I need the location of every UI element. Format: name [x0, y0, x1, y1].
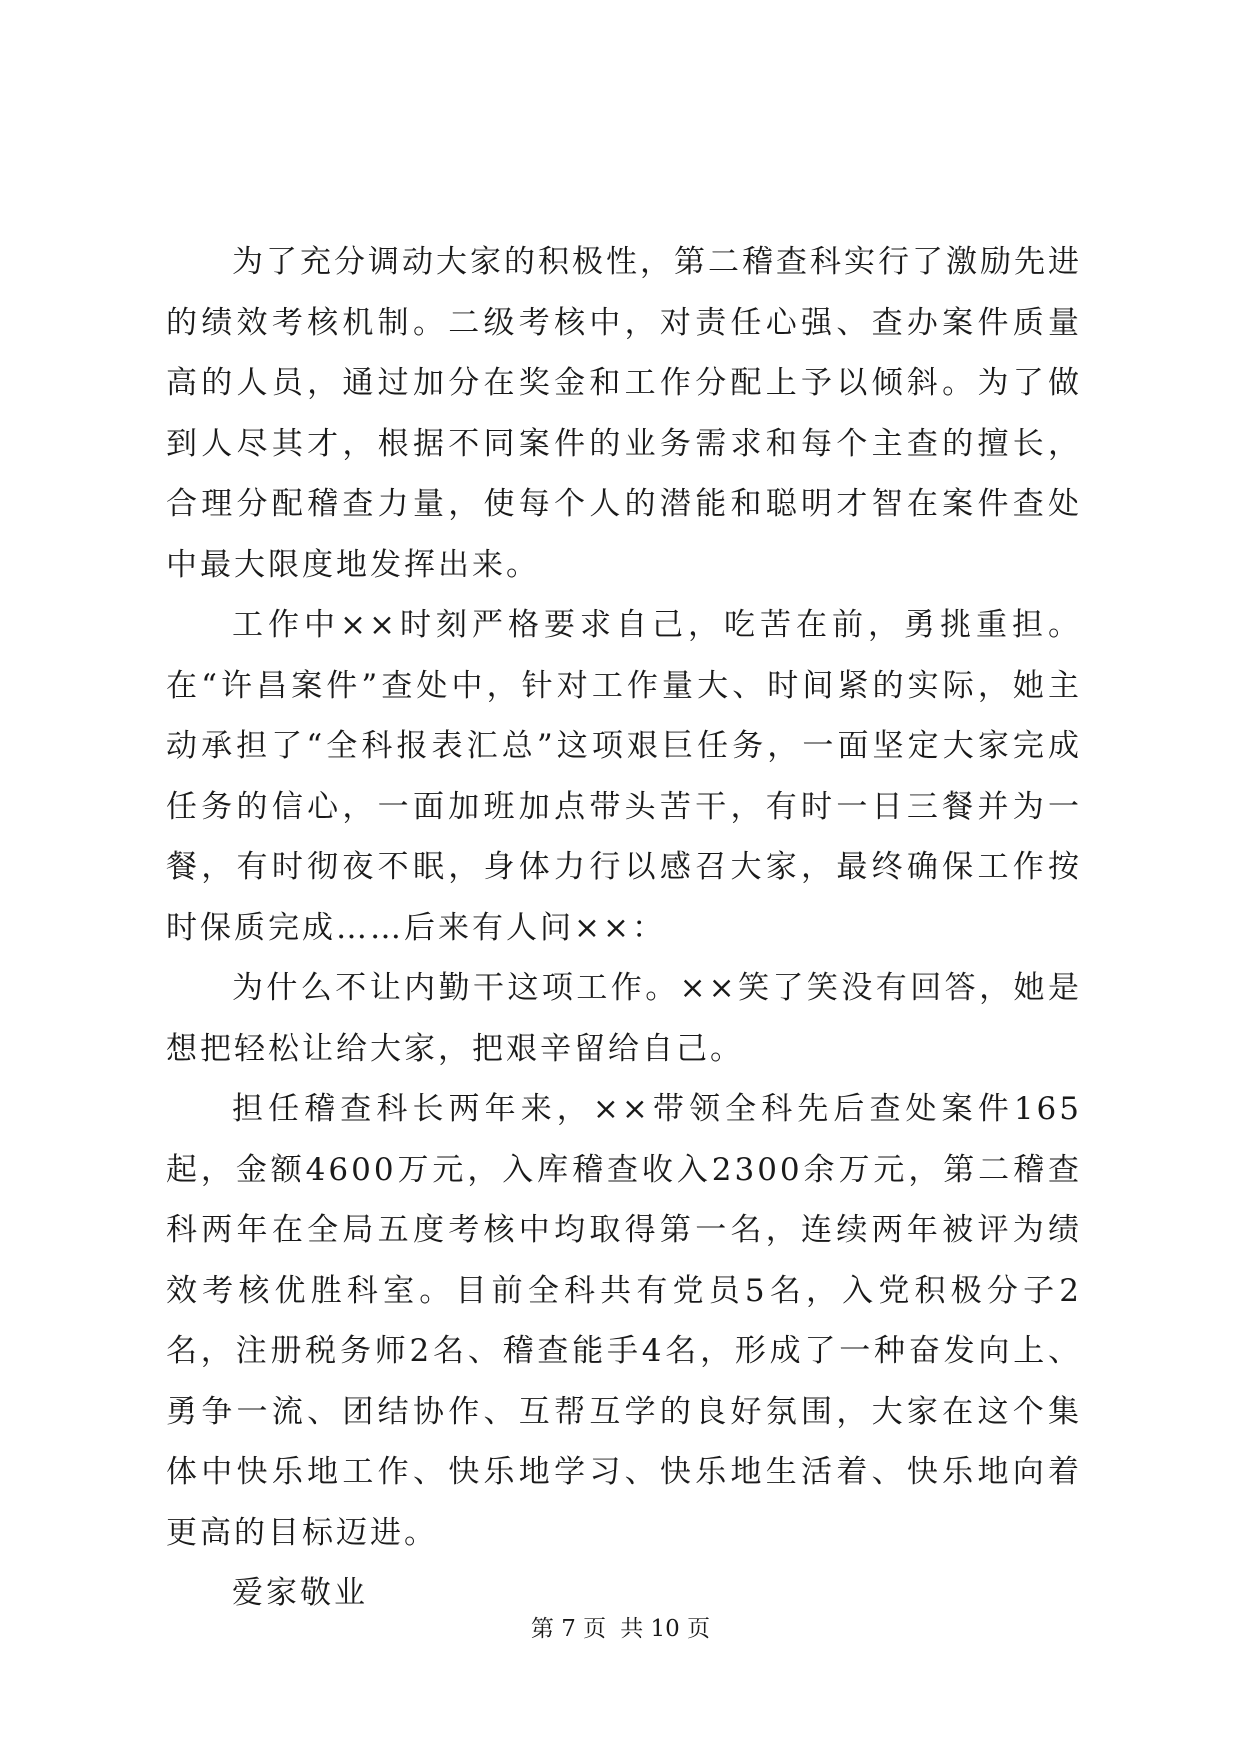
page-total: 共 10 页	[620, 1616, 711, 1642]
document-body	[166, 232, 1082, 1624]
page-footer	[0, 1610, 1241, 1643]
section-heading-family-dedication: 爱家敬业	[232, 1575, 368, 1611]
paragraph-incentive-mechanism: 为了充分调动大家的积极性，第二稽查科实行了激励先进的绩效考核机制。二级考核中，对责任心强、查办案件质量高的人员，通过加分在奖金和工作分配上予以倾斜。为了做到人尽其才，根据不同案件的业务需求和每个主查的擅长，合理分配稽查力量，使每个人的潜能和聪明才智在案件查处中最大限度地发挥出来。	[166, 244, 1082, 583]
paragraph-achievements: 担任稽查科长两年来，××带领全科先后查处案件165起，金额4600万元，入库稽查收入2300余万元，第二稽查科两年在全局五度考核中均取得第一名，连续两年被评为绩效考核优胜科室。目前全科共有党员5名，入党积极分子2名，注册税务师2名、稽查能手4名，形成了一种奋发向上、勇争一流、团结协作、互帮互学的良好氛围，大家在这个集体中快乐地工作、快乐地学习、快乐地生活着、快乐地向着更高的目标迈进。	[166, 1091, 1082, 1551]
page-number: 第 7 页	[530, 1616, 607, 1642]
paragraph-answer: 为什么不让内勤干这项工作。××笑了笑没有回答，她是想把轻松让给大家，把艰辛留给自己。	[166, 970, 1082, 1067]
paragraph-xuchang-case: 工作中××时刻严格要求自己，吃苦在前，勇挑重担。在“许昌案件”查处中，针对工作量大、时间紧的实际，她主动承担了“全科报表汇总”这项艰巨任务，一面坚定大家完成任务的信心，一面加班加点带头苦干，有时一日三餐并为一餐，有时彻夜不眠，身体力行以感召大家，最终确保工作按时保质完成……后来有人问××：	[166, 607, 1082, 946]
